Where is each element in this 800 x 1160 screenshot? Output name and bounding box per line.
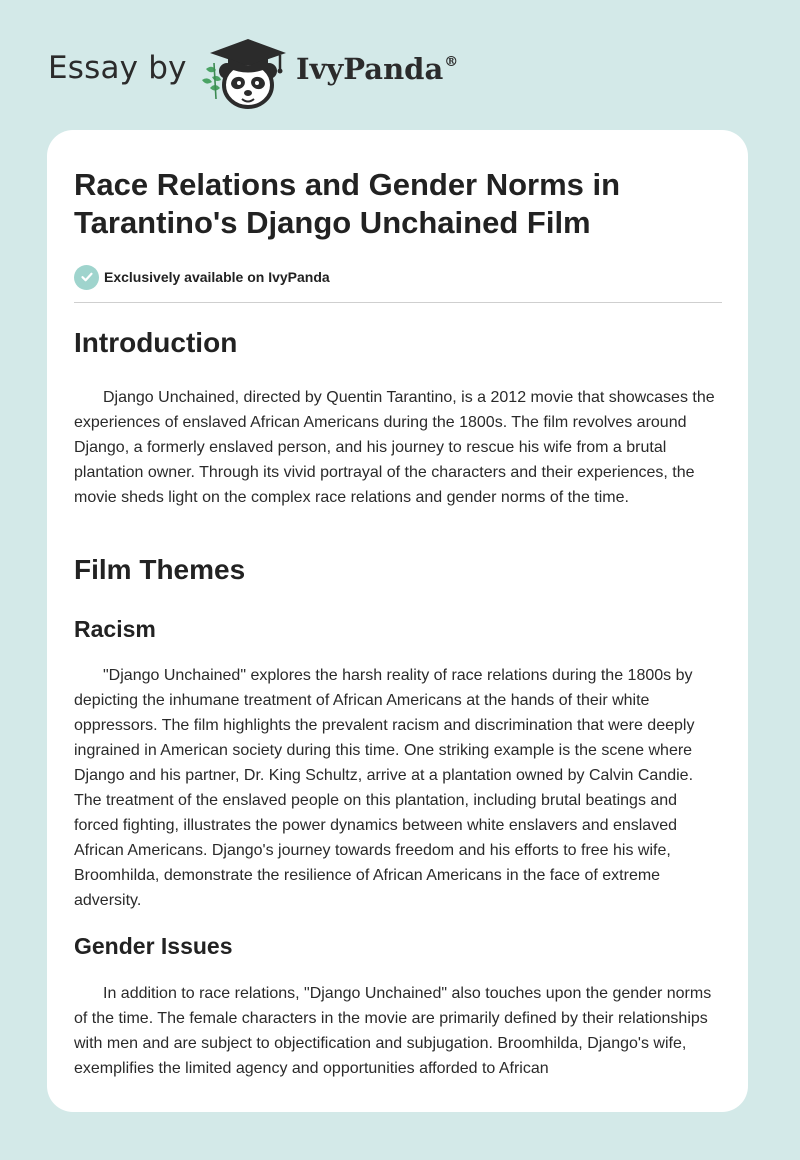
subsection-heading-racism: Racism (74, 616, 156, 642)
section-heading-film-themes: Film Themes (74, 554, 246, 585)
subsection-heading-gender-issues: Gender Issues (74, 933, 233, 959)
ivy-leaf-icon (202, 63, 221, 99)
exclusive-label: Exclusively available on IvyPanda (104, 269, 330, 285)
brand-name[interactable] (296, 52, 458, 86)
section-heading-introduction: Introduction (74, 327, 238, 358)
paragraph-racism: "Django Unchained" explores the harsh reality of race relations during the 1800s by depicting the inhumane treatment of African Americans at the hands of their white oppressors. The film highlights the prevalent racism and discrimination that were deeply ingrained in American society during this time. One striking example is the scene where Django and his partner, Dr. King Schultz, arrive at a plantation owned by Calvin Candie. The treatment of the enslaved people on this plantation, including brutal beatings and forced fighting, illustrates the power dynamics between white enslavers and enslaved African Americans. Django's journey towards freedom and his efforts to free his wife, Broomhilda, demonstrate the resilience of African Americans in the face of extreme adversity. (74, 667, 695, 909)
brand-label: IvyPanda (296, 52, 444, 86)
divider (74, 302, 722, 303)
panda-logo-icon[interactable] (200, 33, 292, 113)
essay-title: Race Relations and Gender Norms in Tarantino's Django Unchained Film (74, 167, 621, 240)
essay-card (47, 130, 748, 1112)
paragraph-gender-issues: In addition to race relations, "Django Unchained" also touches upon the gender norms of the time. The female characters in the movie are primarily defined by their relationships with men and are subject to objectification and subjugation. Broomhilda, Django's wife, exemplifies the limited agency and opportunities afforded to African (74, 985, 712, 1077)
exclusive-badge (74, 264, 330, 290)
registered-mark: ® (444, 54, 459, 70)
essay-by-label: Essay by (48, 50, 187, 86)
site-header (0, 0, 800, 130)
check-icon (74, 265, 99, 290)
paragraph-introduction: Django Unchained, directed by Quentin Tarantino, is a 2012 movie that showcases the experiences of enslaved African Americans during the 1800s. The film revolves around Django, a formerly enslaved person, and his journey to rescue his wife from a brutal plantation owner. Through its vivid portrayal of the characters and their experiences, the movie sheds light on the complex race relations and gender norms of the time. (74, 389, 715, 506)
